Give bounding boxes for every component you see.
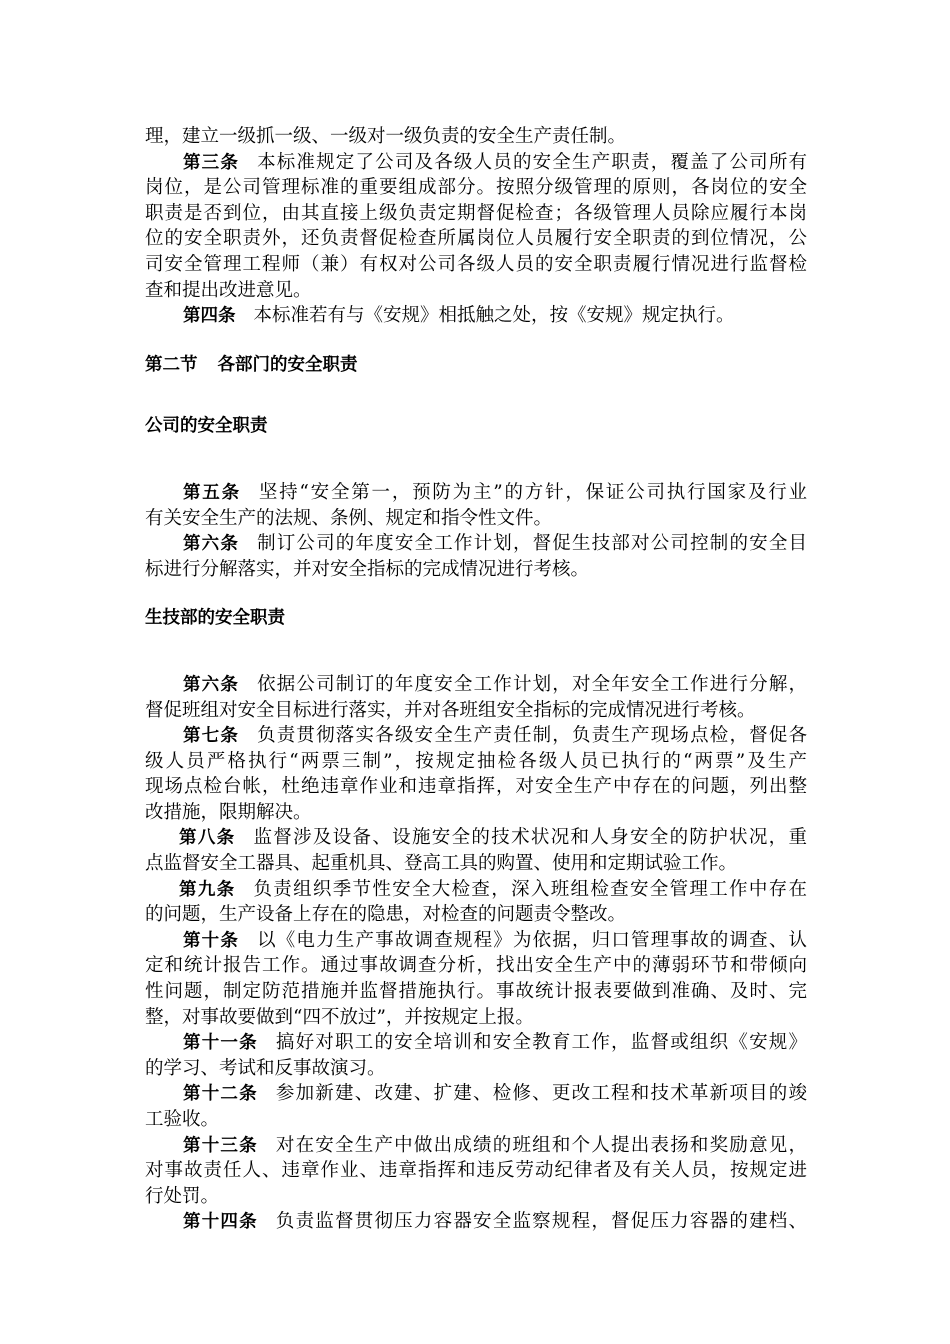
- article-11: [145, 1030, 807, 1081]
- article-14: [145, 1209, 807, 1235]
- paragraph-line: 第五条 坚持“安全第一，预防为主”的方针，保证公司执行国家及行业: [183, 481, 807, 503]
- article-5: [145, 480, 807, 531]
- paragraph-line: 查和提出改进意见。: [145, 279, 312, 301]
- section-number: 第二节: [145, 354, 198, 375]
- subsection-heading: 公司的安全职责: [145, 416, 268, 437]
- paragraph-line: 第八条 监督涉及设备、设施安全的技术状况和人身安全的防护状况，重: [179, 827, 807, 849]
- article-6-company: [145, 531, 807, 582]
- paragraph-line: 司安全管理工程师（兼）有权对公司各级人员的安全职责履行情况进行监督检: [145, 253, 807, 275]
- article-label: 第十二条: [183, 1084, 258, 1105]
- article-10: [145, 928, 807, 1030]
- article-label: 第十四条: [183, 1212, 258, 1233]
- paragraph-line: 现场点检台帐，杜绝违章作业和违章指挥，对安全生产中存在的问题，列出整: [145, 776, 807, 798]
- article-label: 第十一条: [183, 1033, 258, 1054]
- paragraph-line: 对事故责任人、违章作业、违章指挥和违反劳动纪律者及有关人员，按规定进: [145, 1160, 807, 1182]
- paragraph-line: 第十二条 参加新建、改建、扩建、检修、更改工程和技术革新项目的竣: [183, 1083, 807, 1105]
- article-label: 第五条: [183, 482, 241, 503]
- paragraph-line: 标进行分解落实，并对安全指标的完成情况进行考核。: [145, 558, 590, 580]
- paragraph-line: 级人员严格执行“两票三制”，按规定抽检各级人员已执行的“两票”及生产: [145, 750, 807, 772]
- article-4: [145, 303, 807, 329]
- paragraph-line: 工验收。: [145, 1109, 220, 1130]
- article-8: [145, 825, 807, 876]
- paragraph-line: 点监督安全工器具、起重机具、登高工具的购置、使用和定期试验工作。: [145, 853, 738, 875]
- paragraph-line: 第十三条 对在安全生产中做出成绩的班组和个人提出表扬和奖励意见，: [183, 1134, 807, 1156]
- article-12: [145, 1081, 807, 1132]
- article-label: 第九条: [179, 879, 236, 900]
- article-label: 第六条: [183, 534, 240, 555]
- paragraph-line: 理，建立一级抓一级、一级对一级负责的安全生产责任制。: [145, 126, 627, 147]
- paragraph-line: 第六条 依据公司制订的年度安全工作计划，对全年安全工作进行分解，: [183, 673, 807, 695]
- paragraph-line: 第六条 制订公司的年度安全工作计划，督促生技部对公司控制的安全目: [183, 533, 807, 555]
- section-title: 各部门的安全职责: [217, 354, 358, 375]
- article-3: [145, 150, 807, 304]
- paragraph-line: 第七条 负责贯彻落实各级安全生产责任制，负责生产现场点检，督促各: [183, 725, 807, 747]
- article-label: 第四条: [183, 306, 236, 327]
- paragraph-line: 第十条 以《电力生产事故调查规程》为依据，归口管理事故的调查、认: [183, 929, 807, 951]
- paragraph-line: 定和统计报告工作。通过事故调查分析，找出安全生产中的薄弱环节和带倾向: [145, 955, 807, 977]
- document-page: [145, 124, 807, 1235]
- article-9: [145, 877, 807, 928]
- paragraph-line: 第九条 负责组织季节性安全大检查，深入班组检查安全管理工作中存在: [179, 878, 807, 900]
- paragraph-line: 岗位，是公司管理标准的重要组成部分。按照分级管理的原则，各岗位的安全: [145, 177, 807, 199]
- paragraph-line: 第三条 本标准规定了公司及各级人员的安全生产职责，覆盖了公司所有: [183, 151, 807, 173]
- paragraph-line: 督促班组对安全目标进行落实，并对各班组安全指标的完成情况进行考核。: [145, 699, 756, 721]
- paragraph-line: 的学习、考试和反事故演习。: [145, 1057, 386, 1079]
- article-label: 第七条: [183, 726, 240, 747]
- paragraph-line: 改措施，限期解决。: [145, 801, 312, 823]
- paragraph-line: 整，对事故要做到“四不放过”，并按规定上报。: [145, 1006, 534, 1028]
- article-label: 第六条: [183, 674, 240, 695]
- paragraph-line: 位的安全职责外，还负责督促检查所属岗位人员履行安全职责的到位情况，公: [145, 228, 807, 250]
- section-heading: [145, 353, 807, 379]
- paragraph-line: 有关安全生产的法规、条例、规定和指令性文件。: [145, 507, 553, 529]
- article-6-dept: [145, 672, 807, 723]
- article-label: 第十条: [183, 930, 240, 951]
- paragraph-line: 的问题，生产设备上存在的隐患，对检查的问题责令整改。: [145, 904, 627, 926]
- paragraph-line: 行处罚。: [145, 1185, 220, 1207]
- article-label: 第八条: [179, 828, 236, 849]
- article-13: [145, 1133, 807, 1210]
- paragraph-line: 性问题，制定防范措施并监督措施执行。事故统计报表要做到准确、及时、完: [145, 981, 807, 1003]
- paragraph-line: 第十一条 搞好对职工的安全培训和安全教育工作，监督或组织《安规》: [183, 1032, 807, 1054]
- paragraph-line: 职责是否到位，由其直接上级负责定期督促检查；各级管理人员除应履行本岗: [145, 202, 807, 224]
- paragraph-line: 第十四条 负责监督贯彻压力容器安全监察规程，督促压力容器的建档、: [183, 1211, 807, 1233]
- article-label: 第三条: [183, 152, 240, 173]
- article-7: [145, 723, 807, 825]
- subsection-heading: 生技部的安全职责: [145, 608, 285, 629]
- article-label: 第十三条: [183, 1135, 258, 1156]
- paragraph-line: 第四条 本标准若有与《安规》相抵触之处，按《安规》规定执行。: [183, 305, 735, 327]
